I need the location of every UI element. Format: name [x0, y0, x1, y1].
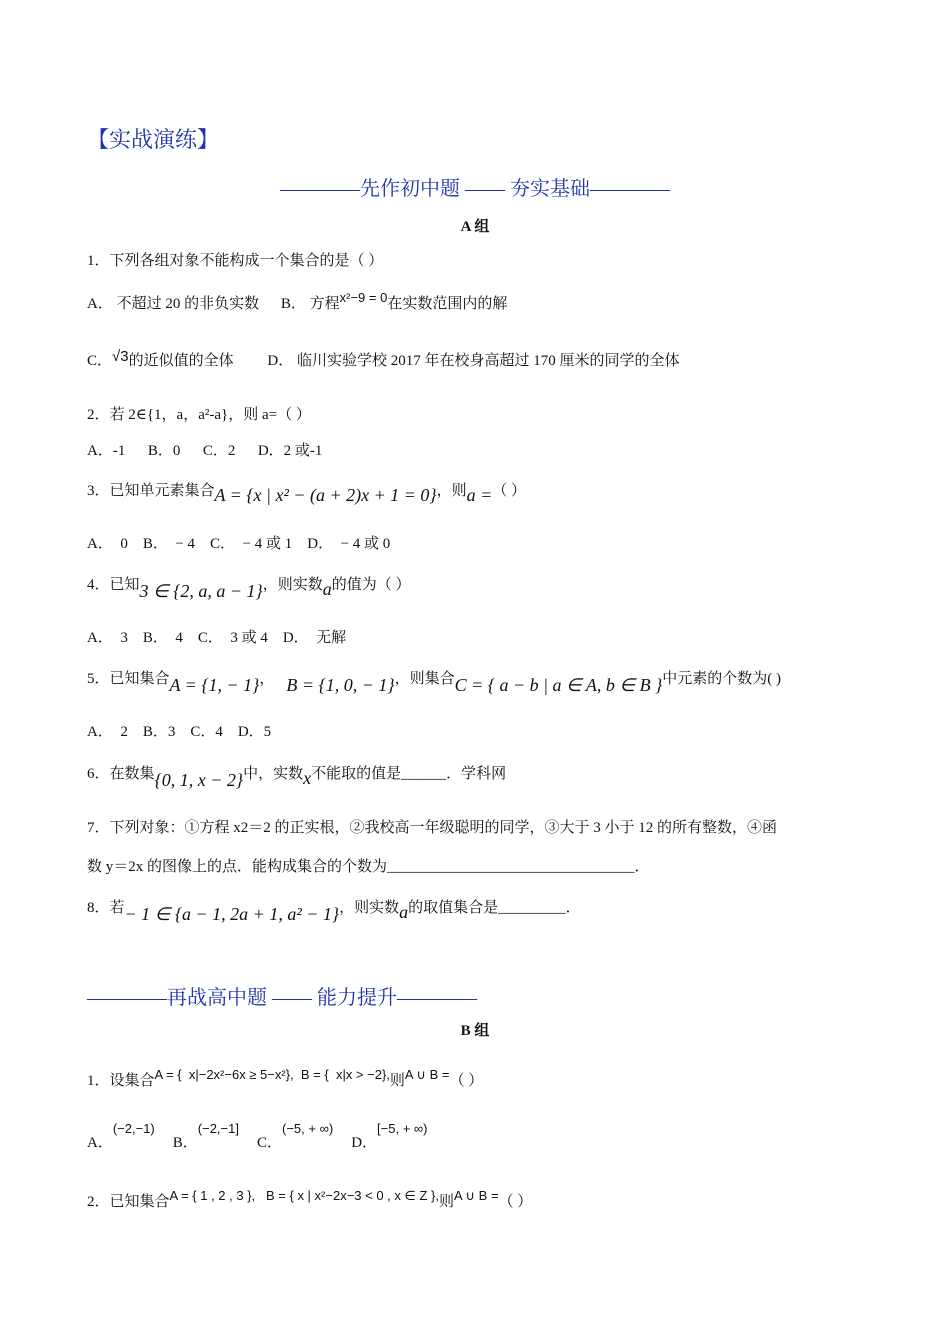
a-q1-option-c-suffix: 的近似值的全体 — [128, 353, 234, 369]
a-q6-math-x: x — [303, 768, 312, 788]
a-q4-stem — [87, 573, 411, 601]
a-q8-stem-prefix: 8．若 — [87, 900, 125, 916]
a-q6-stem-mid: 中，实数 — [243, 766, 304, 782]
a-q4-stem-mid: ，则实数 — [262, 577, 323, 593]
a-q5-stem-suffix: 中元素的个数为( ) — [662, 671, 782, 687]
a-q3-stem — [87, 479, 527, 505]
part-a-group-label: A 组 — [460, 219, 490, 235]
b-q1-stem-suffix: （ ） — [449, 1073, 484, 1089]
a-q2-stem: 2．若 2∈{1，a，a²-a}，则 a=（ ） — [87, 407, 311, 423]
a-q8-stem-mid: ，则实数 — [339, 900, 400, 916]
a-q1-stem: 1．下列各组对象不能构成一个集合的是（ ） — [87, 253, 384, 269]
a-q1-options-cd — [87, 348, 680, 371]
b-q1-stem — [87, 1067, 484, 1091]
b-q1-options — [87, 1121, 428, 1153]
b-q1-option-b-math: (−2,−1] — [197, 1121, 239, 1136]
b-q2-stem-suffix: （ ） — [498, 1194, 533, 1210]
b-q1-stem-mid: 则 — [389, 1073, 405, 1089]
a-q1-options-ab — [87, 290, 508, 314]
a-q7-line2: 数 y＝2x 的图像上的点．能构成集合的个数为_________________________________． — [87, 859, 650, 875]
a-q3-math: A = {x | x² − (a + 2)x + 1 = 0} — [214, 485, 437, 505]
a-q1-option-b-math: x²−9 = 0 — [339, 290, 388, 305]
part-b-banner: ————再战高中题 —— 能力提升———— — [87, 987, 477, 1009]
a-q6-math: {0, 1, x − 2} — [154, 770, 244, 790]
a-q4-math-a: a — [322, 579, 332, 599]
a-q8-stem-suffix: 的取值集合是_________． — [408, 900, 581, 916]
section-title: 【实战演练】 — [87, 127, 220, 152]
b-q2-math-union: A ∪ B = — [453, 1188, 499, 1203]
b-q1-stem-prefix: 1．设集合 — [87, 1073, 155, 1089]
a-q5-stem-mid: ，则集合 — [394, 671, 455, 687]
a-q6-stem-prefix: 6．在数集 — [87, 766, 155, 782]
a-q4-stem-prefix: 4．已知 — [87, 577, 140, 593]
a-q3-options: A． 0 B． − 4 C． − 4 或 1 D． − 4 或 0 — [87, 536, 391, 552]
a-q1-option-c-math: √3 — [112, 348, 129, 365]
b-q2-stem-prefix: 2．已知集合 — [87, 1194, 170, 1210]
b-q1-option-c-math: (−5, + ∞) — [282, 1121, 334, 1136]
a-q8-math: − 1 ∈ {a − 1, 2a + 1, a² − 1} — [124, 904, 340, 924]
a-q3-stem-prefix: 3．已知单元素集合 — [87, 483, 215, 499]
b-q1-math-sets: A = { x|−2x²−6x ≥ 5−x²}, B = { x|x > −2}, — [154, 1067, 390, 1082]
a-q5-options: A． 2 B．3 C．4 D．5 — [87, 724, 272, 740]
a-q3-stem-mid: ，则 — [436, 483, 467, 499]
a-q1-option-d: D． 临川实验学校 2017 年在校身高超过 170 厘米的同学的全体 — [267, 353, 680, 369]
a-q3-math-a: a = — [466, 485, 493, 505]
a-q4-math: 3 ∈ {2, a, a − 1} — [139, 581, 263, 601]
a-q8-math-a: a — [399, 902, 409, 922]
b-q1-option-a-math: (−2,−1) — [112, 1121, 155, 1136]
part-a-banner: ————先作初中题 —— 夯实基础———— — [280, 178, 670, 200]
a-q5-sep: ， — [259, 671, 275, 687]
b-q1-math-union: A ∪ B = — [404, 1067, 450, 1082]
b-q2-stem-mid: 则 — [438, 1194, 454, 1210]
b-q2-math-sets: A = { 1 , 2 , 3 }, B = { x | x²−2x−3 < 0 , x ∈ Z }, — [169, 1188, 439, 1203]
a-q5-math-c: C = { a − b | a ∈ A, b ∈ B } — [454, 675, 663, 695]
a-q5-stem — [87, 667, 782, 695]
a-q5-stem-prefix: 5．已知集合 — [87, 671, 170, 687]
a-q1-option-b-prefix: B． 方程 — [280, 296, 340, 312]
part-b-group-label: B 组 — [460, 1023, 490, 1039]
b-q1-option-c-label: C． — [256, 1135, 282, 1151]
a-q5-math-a: A = {1, − 1} — [169, 675, 260, 695]
a-q1-option-c-prefix: C． — [87, 353, 113, 369]
a-q7-line1: 7．下列对象：①方程 x2＝2 的正实根，②我校高一年级聪明的同学，③大于 3 小于 12 的所有整数，④函 — [87, 820, 778, 836]
a-q6-stem-suffix: 不能取的值是______．学科网 — [311, 766, 507, 782]
b-q1-option-d-label: D． — [351, 1135, 378, 1151]
b-q1-option-a-label: A． — [87, 1135, 113, 1151]
a-q4-options: A． 3 B． 4 C． 3 或 4 D． 无解 — [87, 630, 347, 646]
a-q4-stem-suffix: 的值为（ ） — [331, 577, 411, 593]
a-q5-math-b: B = {1, 0, − 1} — [286, 675, 395, 695]
b-q1-option-d-math: [−5, + ∞) — [377, 1121, 428, 1136]
a-q2-options: A．-1 B．0 C．2 D．2 或-1 — [87, 443, 323, 459]
b-q2-stem — [87, 1188, 533, 1212]
a-q8-stem — [87, 896, 581, 924]
a-q6-stem — [87, 762, 507, 790]
a-q3-stem-suffix: （ ） — [492, 483, 527, 499]
a-q1-option-b-suffix: 在实数范围内的解 — [387, 296, 508, 312]
a-q1-option-a: A． 不超过 20 的非负实数 — [87, 296, 260, 312]
b-q1-option-b-label: B． — [172, 1135, 198, 1151]
